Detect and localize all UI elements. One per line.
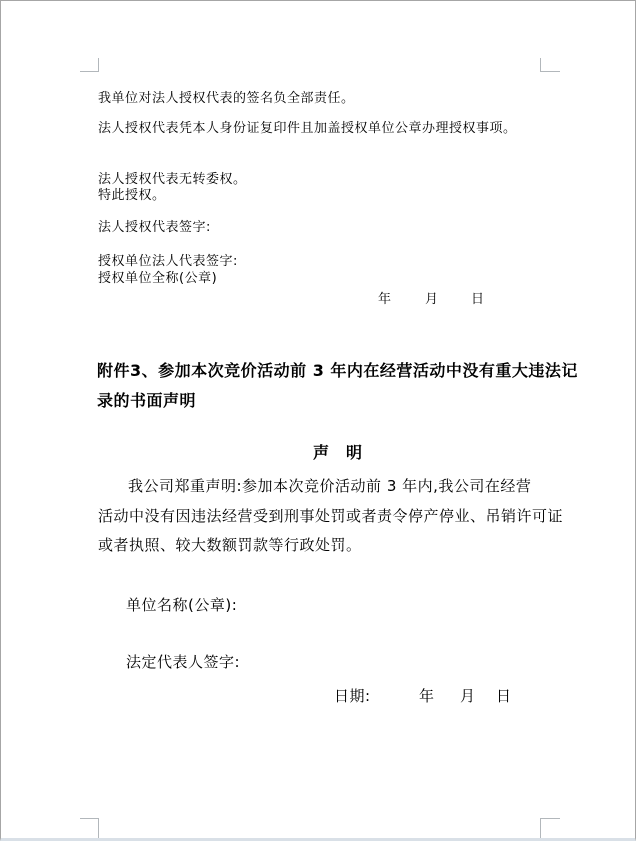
statement-unit-name-label: 单位名称(公章):	[126, 596, 238, 614]
statement-body-line1: 我公司郑重声明:参加本次竞价活动前 3 年内,我公司在经营	[128, 477, 532, 495]
authorization-responsibility-line: 我单位对法人授权代表的签名负全部责任。	[98, 91, 355, 106]
statement-date-prefix-label: 日期:	[334, 687, 371, 705]
authorization-unit-full-name-label: 授权单位全称(公章)	[98, 271, 218, 286]
authorization-no-delegation-line: 法人授权代表无转委权。	[98, 172, 247, 187]
statement-date-month-label: 月	[460, 687, 476, 705]
statement-legal-rep-signature-label: 法定代表人签字:	[126, 653, 241, 671]
attachment3-heading-line1: 附件3、参加本次竞价活动前 3 年内在经营活动中没有重大违法记	[97, 361, 578, 380]
statement-body-line3: 或者执照、较大数额罚款等行政处罚。	[98, 536, 362, 554]
authorization-date-day-label: 日	[471, 292, 485, 307]
authorization-date-month-label: 月	[425, 292, 439, 307]
text-boundary-mark-top-right	[540, 58, 560, 72]
statement-title: 声 明	[313, 443, 363, 462]
text-boundary-mark-top-left	[80, 58, 99, 72]
statement-date-day-label: 日	[496, 687, 512, 705]
authorization-id-copy-line: 法人授权代表凭本人身份证复印件且加盖授权单位公章办理授权事项。	[98, 121, 517, 136]
text-boundary-mark-bottom-right	[540, 818, 560, 839]
authorization-date-year-label: 年	[378, 292, 392, 307]
authorization-legal-rep-signature-label: 授权单位法人代表签字:	[98, 254, 238, 269]
statement-body-line2: 活动中没有因违法经营受到刑事处罚或者责令停产停业、吊销许可证	[98, 507, 564, 525]
text-boundary-mark-bottom-left	[80, 818, 99, 839]
authorization-hereby-line: 特此授权。	[98, 188, 166, 203]
attachment3-heading-line2: 录的书面声明	[97, 391, 197, 410]
authorization-rep-signature-label: 法人授权代表签字:	[98, 220, 211, 235]
statement-date-year-label: 年	[419, 687, 435, 705]
